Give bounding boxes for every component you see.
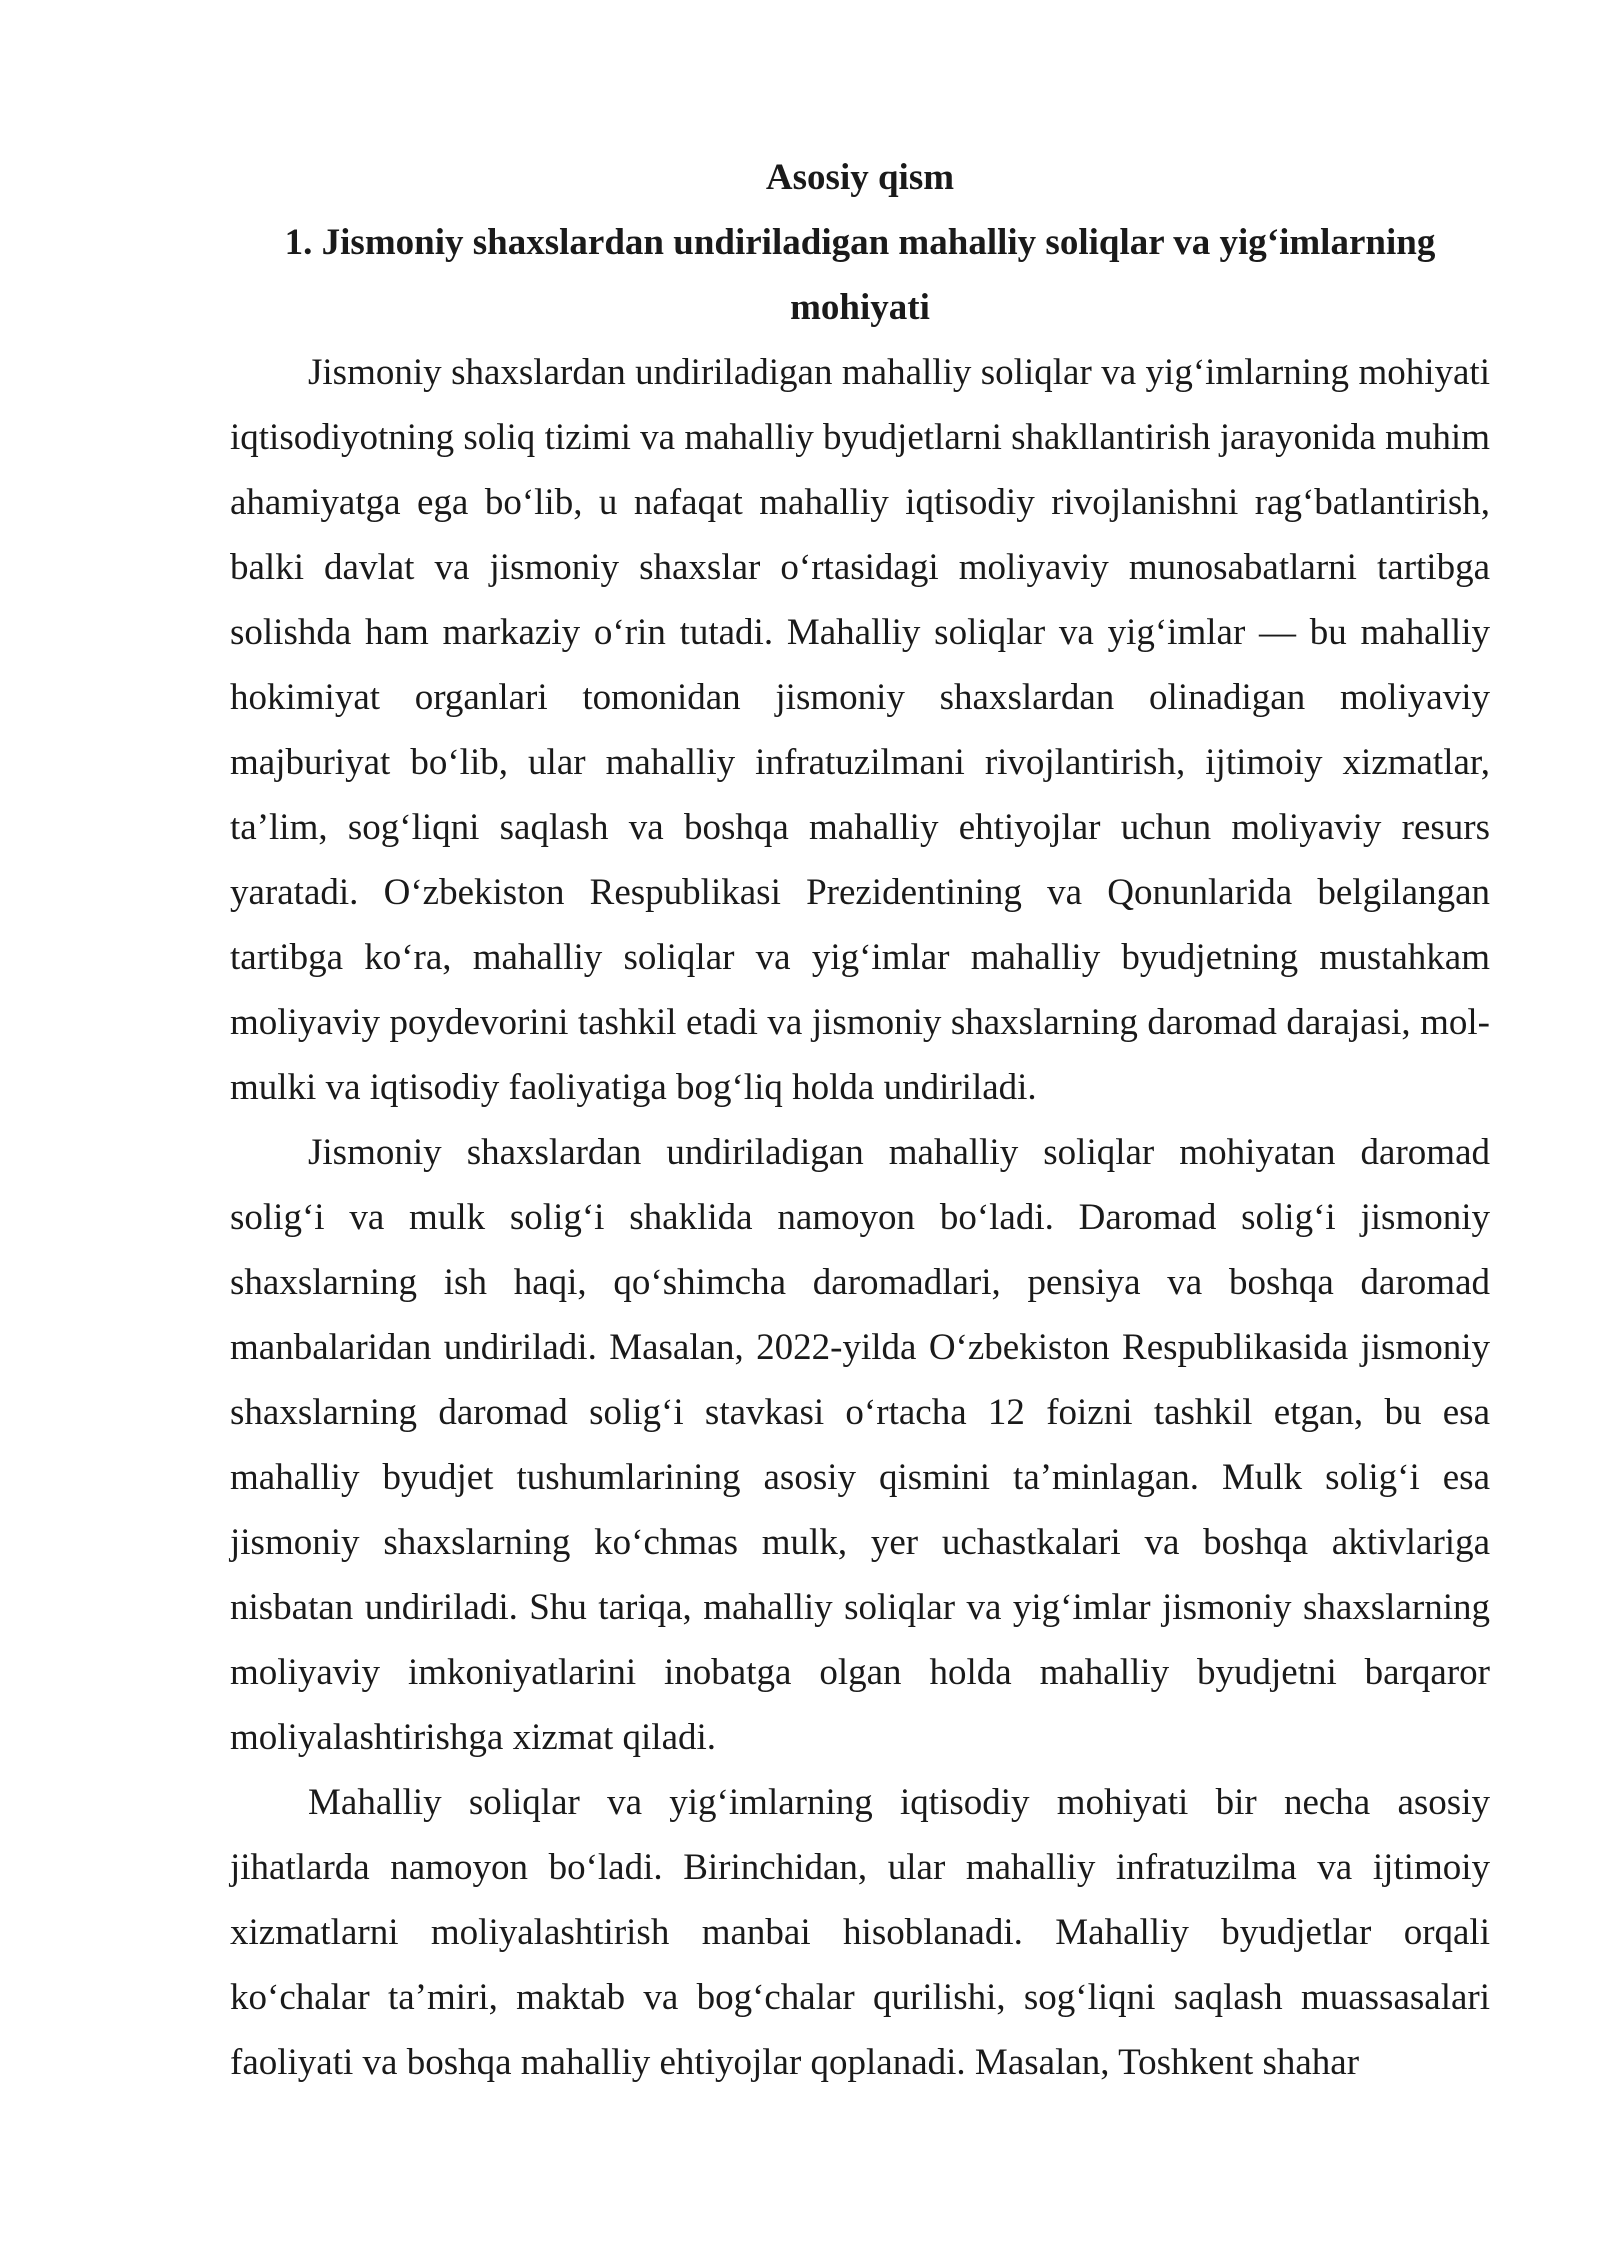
document-title: Asosiy qism xyxy=(765,157,955,198)
section-heading: 1. Jismoniy shaxslardan undiriladigan mahalliy soliqlar va yig‘imlarning mohiyati xyxy=(284,222,1436,328)
document-page xyxy=(230,145,1490,2095)
body-paragraph-2: Jismoniy shaxslardan undiriladigan mahalliy soliqlar mohiyatan daromad solig‘i va mulk solig‘i shaklida namoyon bo‘ladi. Daromad solig‘i jismoniy shaxslarning ish haqi, qo‘shimcha daromadlari, pensiya va boshqa daromad manbalaridan undiriladi. Masalan, 2022-yilda O‘zbekiston Respublikasida jismoniy shaxslarning daromad solig‘i stavkasi o‘rtacha 12 foizni tashkil etgan, bu esa mahalliy byudjet tushumlarining asosiy qismini ta’minlagan. Mulk solig‘i esa jismoniy shaxslarning ko‘chmas mulk, yer uchastkalari va boshqa aktivlariga nisbatan undiriladi. Shu tariqa, mahalliy soliqlar va yig‘imlar jismoniy shaxslarning moliyaviy imkoniyatlarini inobatga olgan holda mahalliy byudjetni barqaror moliyalashtirishga xizmat qiladi. xyxy=(230,1132,1490,1758)
body-paragraph-3: Mahalliy soliqlar va yig‘imlarning iqtisodiy mohiyati bir necha asosiy jihatlarda namoyon bo‘ladi. Birinchidan, ular mahalliy infratuzilma va ijtimoiy xizmatlarni moliyalashtirish manbai hisoblanadi. Mahalliy byudjetlar orqali ko‘chalar ta’miri, maktab va bog‘chalar qurilishi, sog‘liqni saqlash muassasalari faoliyati va boshqa mahalliy ehtiyojlar qoplanadi. Masalan, Toshkent shahar xyxy=(230,1782,1490,2083)
body-paragraph-1: Jismoniy shaxslardan undiriladigan mahalliy soliqlar va yig‘imlarning mohiyati iqtisodiyotning soliq tizimi va mahalliy byudjetlarni shakllantirish jarayonida muhim ahamiyatga ega bo‘lib, u nafaqat mahalliy iqtisodiy rivojlanishni rag‘batlantirish, balki davlat va jismoniy shaxslar o‘rtasidagi moliyaviy munosabatlarni tartibga solishda ham markaziy o‘rin tutadi. Mahalliy soliqlar va yig‘imlar — bu mahalliy hokimiyat organlari tomonidan jismoniy shaxslardan olinadigan moliyaviy majburiyat bo‘lib, ular mahalliy infratuzilmani rivojlantirish, ijtimoiy xizmatlar, ta’lim, sog‘liqni saqlash va boshqa mahalliy ehtiyojlar uchun moliyaviy resurs yaratadi. O‘zbekiston Respublikasi Prezidentining va Qonunlarida belgilangan tartibga ko‘ra, mahalliy soliqlar va yig‘imlar mahalliy byudjetning mustahkam moliyaviy poydevorini tashkil etadi va jismoniy shaxslarning daromad darajasi, mol-mulki va iqtisodiy faoliyatiga bog‘liq holda undiriladi. xyxy=(230,352,1490,1108)
